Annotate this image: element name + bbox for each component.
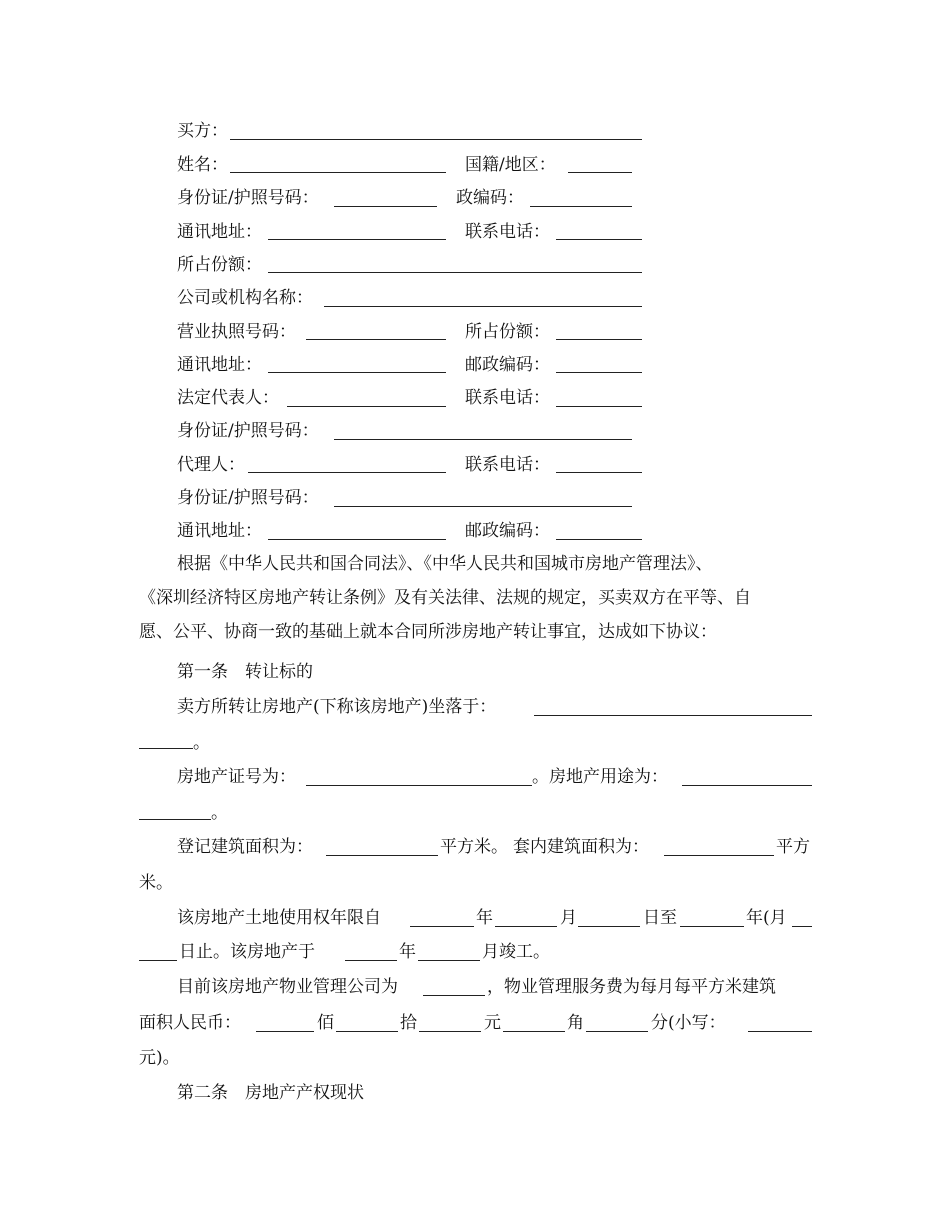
location-label: 卖方所转让房地产(下称该房地产)坐落于： [177,697,497,717]
rmb-jiao: 角 [567,1013,584,1033]
address-blank[interactable] [268,239,446,240]
cert-blank[interactable] [306,785,532,786]
rep-id-label: 身份证/护照号码： [177,421,319,441]
rmb-yuan: 元 [484,1013,501,1033]
area-unit: 平方米。 [440,837,508,857]
share-label: 所占份额： [177,255,262,275]
agent-postcode-label: 邮政编码： [465,521,550,541]
inner-area-unit: 平方 [776,837,810,857]
rmb-shi-blank[interactable] [336,1031,398,1032]
agent-address-blank[interactable] [268,539,446,540]
rep-blank[interactable] [287,406,446,407]
rmb-fen-small: 分(小写： [651,1013,726,1033]
agent-phone-blank[interactable] [556,472,642,473]
term-end-day-blank[interactable] [139,960,177,961]
agent-phone-label: 联系电话： [465,455,550,475]
id-blank[interactable] [334,206,437,207]
term-label: 该房地产土地使用权年限自 [177,908,381,928]
phone-blank[interactable] [556,239,642,240]
agent-label: 代理人： [177,455,245,475]
cert-label: 房地产证号为： [177,767,296,787]
rep-id-blank[interactable] [334,439,632,440]
usage-blank[interactable] [682,785,812,786]
location-blank-cont[interactable] [139,748,193,749]
agent-id-label: 身份证/护照号码： [177,488,319,508]
completion-text: 月竣工。 [482,942,550,962]
location-end: 。 [193,733,210,753]
rmb-fen-blank[interactable] [586,1031,648,1032]
preamble-line-1: 根据《中华人民共和国合同法》、《中华人民共和国城市房地产管理法》、 [177,554,713,574]
term-end-year-blank[interactable] [680,926,744,927]
buyer-blank[interactable] [230,139,642,140]
agent-postcode-blank[interactable] [556,539,642,540]
fee-text: ，物业管理服务费为每月每平方米建筑 [487,977,776,997]
inner-area-label: 套内建筑面积为： [513,837,649,857]
rmb-small-blank[interactable] [748,1031,812,1032]
company-postcode-blank[interactable] [556,372,642,373]
preamble-line-3: 愿、公平、协商一致的基础上就本合同所涉房地产转让事宜，达成如下协议： [139,622,717,642]
location-blank[interactable] [534,715,812,716]
license-label: 营业执照号码： [177,322,296,342]
rmb-yuan-blank[interactable] [419,1031,481,1032]
usage-label: 。房地产用途为： [532,767,668,787]
term-start-month-blank[interactable] [495,926,557,927]
company-address-blank[interactable] [268,372,446,373]
term-year-text: 年 [476,908,493,928]
inner-area-blank[interactable] [664,855,774,856]
rmb-shi: 拾 [400,1013,417,1033]
company-address-label: 通讯地址： [177,355,262,375]
rep-label: 法定代表人： [177,388,279,408]
article2-title: 第二条 房地产产权现状 [177,1083,364,1103]
term-year-month-text: 年(月 [746,908,787,928]
completion-month-blank[interactable] [418,960,480,961]
license-blank[interactable] [306,339,446,340]
inner-area-unit-cont: 米。 [139,873,173,893]
article1-title: 第一条 转让标的 [177,662,313,682]
rep-phone-label: 联系电话： [465,388,550,408]
nationality-label: 国籍/地区： [465,155,556,175]
share-blank[interactable] [268,272,642,273]
rmb-yuan-close: 元)。 [139,1048,180,1068]
rep-phone-blank[interactable] [556,406,642,407]
name-label: 姓名： [177,155,228,175]
address-label: 通讯地址： [177,222,262,242]
area-blank[interactable] [326,855,438,856]
agent-address-label: 通讯地址： [177,521,262,541]
nationality-blank[interactable] [568,172,632,173]
id-label: 身份证/护照号码： [177,188,319,208]
rmb-bai-blank[interactable] [256,1031,314,1032]
mgmt-label: 目前该房地产物业管理公司为 [177,977,398,997]
company-postcode-label: 邮政编码： [465,355,550,375]
name-blank[interactable] [230,172,446,173]
term-end-month-blank[interactable] [792,926,812,927]
completion-year-blank[interactable] [345,960,397,961]
preamble-line-2: 《深圳经济特区房地产转让条例》及有关法律、法规的规定，买卖双方在平等、自 [139,588,751,608]
agent-id-blank[interactable] [334,506,632,507]
company-share-label: 所占份额： [465,322,550,342]
buyer-label: 买方： [177,121,228,141]
company-name-label: 公司或机构名称： [177,288,313,308]
phone-label: 联系电话： [465,222,550,242]
postcode-blank[interactable] [530,206,632,207]
company-share-blank[interactable] [556,339,642,340]
usage-end: 。 [211,803,228,823]
term-start-day-blank[interactable] [578,926,640,927]
rmb-bai: 佰 [317,1013,334,1033]
rmb-jiao-blank[interactable] [503,1031,565,1032]
completion-year-text: 年 [399,942,416,962]
rmb-label: 面积人民币： [139,1013,241,1033]
area-label: 登记建筑面积为： [177,837,313,857]
agent-blank[interactable] [248,472,446,473]
mgmt-blank[interactable] [423,995,485,996]
postcode-label: 政编码： [456,188,524,208]
usage-blank-cont[interactable] [139,819,211,820]
term-day-end-text: 日止。该房地产于 [179,942,315,962]
term-day-to-text: 日至 [643,908,677,928]
company-name-blank[interactable] [324,306,642,307]
term-start-year-blank[interactable] [410,926,474,927]
term-month-text: 月 [560,908,577,928]
